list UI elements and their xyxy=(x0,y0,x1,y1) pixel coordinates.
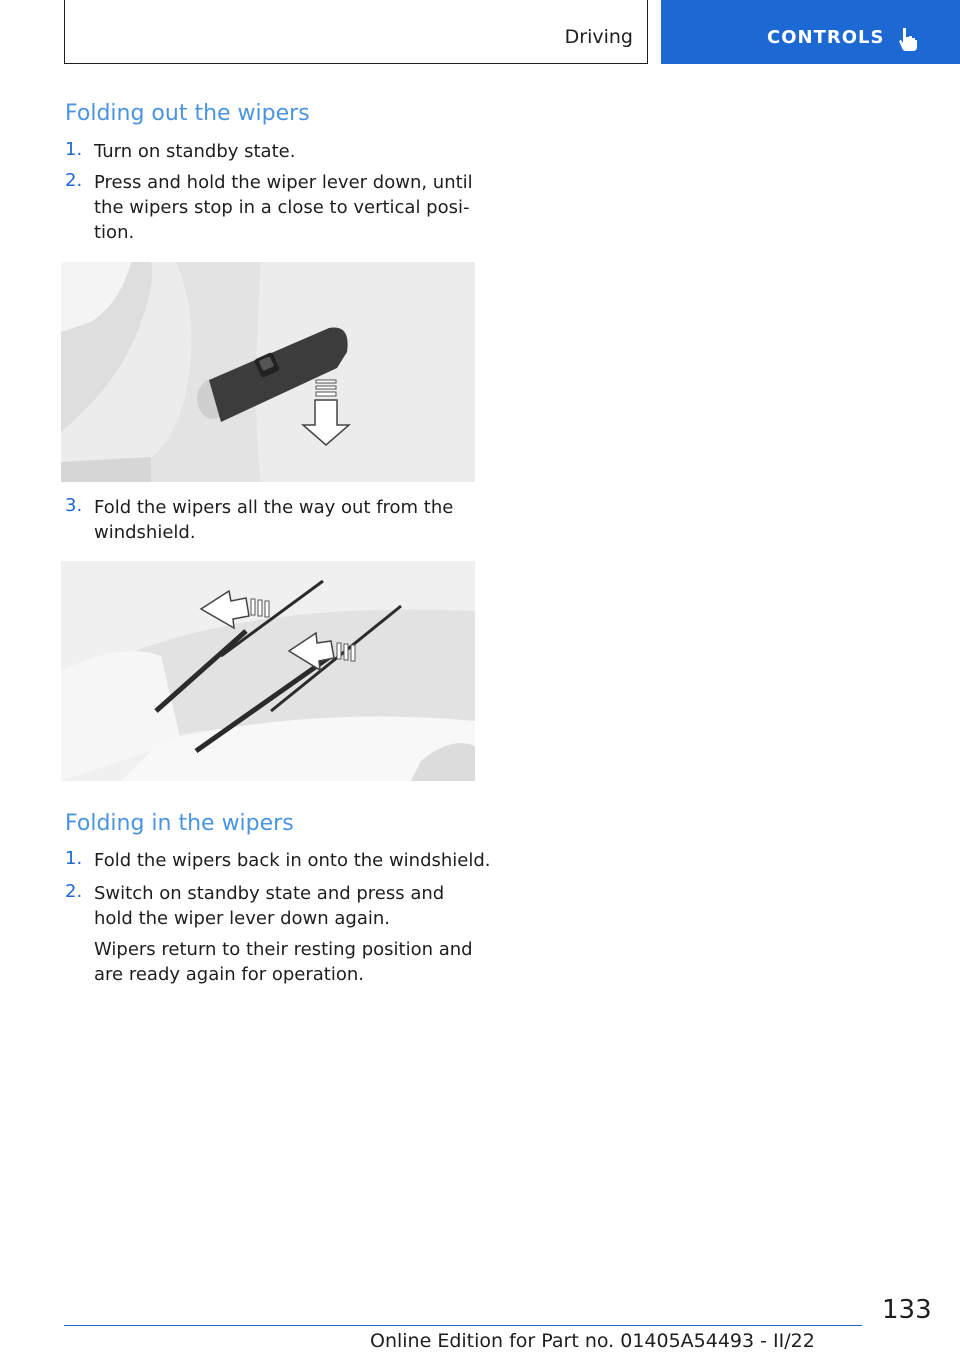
step-text: Turn on standby state. xyxy=(94,141,296,162)
section-heading-folding-in: Folding in the wipers xyxy=(65,811,294,836)
pointing-hand-icon xyxy=(897,26,919,52)
chapter-tab-label: CONTROLS xyxy=(767,27,885,48)
step-note: Wipers return to their resting position and are ready again for operation. xyxy=(94,939,473,985)
wiper-lever-illustration xyxy=(61,262,475,482)
step-number: 2. xyxy=(65,881,83,902)
step-text: Fold the wipers all the way out from the windshield. xyxy=(94,497,454,543)
step-number: 1. xyxy=(65,139,83,160)
header-section-box xyxy=(64,0,648,64)
windshield-wipers-illustration xyxy=(61,561,475,781)
step-text: Fold the wipers back in onto the windshield. xyxy=(94,850,491,871)
step-number: 3. xyxy=(65,495,83,516)
page-number: 133 xyxy=(882,1295,932,1325)
section-heading-folding-out: Folding out the wipers xyxy=(65,101,310,126)
footer-edition: Online Edition for Part no. 01405A54493 - II/22 xyxy=(370,1330,815,1352)
chapter-tab[interactable] xyxy=(661,0,960,64)
step-number: 1. xyxy=(65,848,83,869)
header-section-title: Driving xyxy=(564,26,633,48)
step-text: Press and hold the wiper lever down, until the wipers stop in a close to vertical posi-tion. xyxy=(94,172,473,243)
step-number: 2. xyxy=(65,170,83,191)
footer-divider xyxy=(64,1325,862,1326)
step-text: Switch on standby state and press and hold the wiper lever down again. xyxy=(94,883,445,929)
